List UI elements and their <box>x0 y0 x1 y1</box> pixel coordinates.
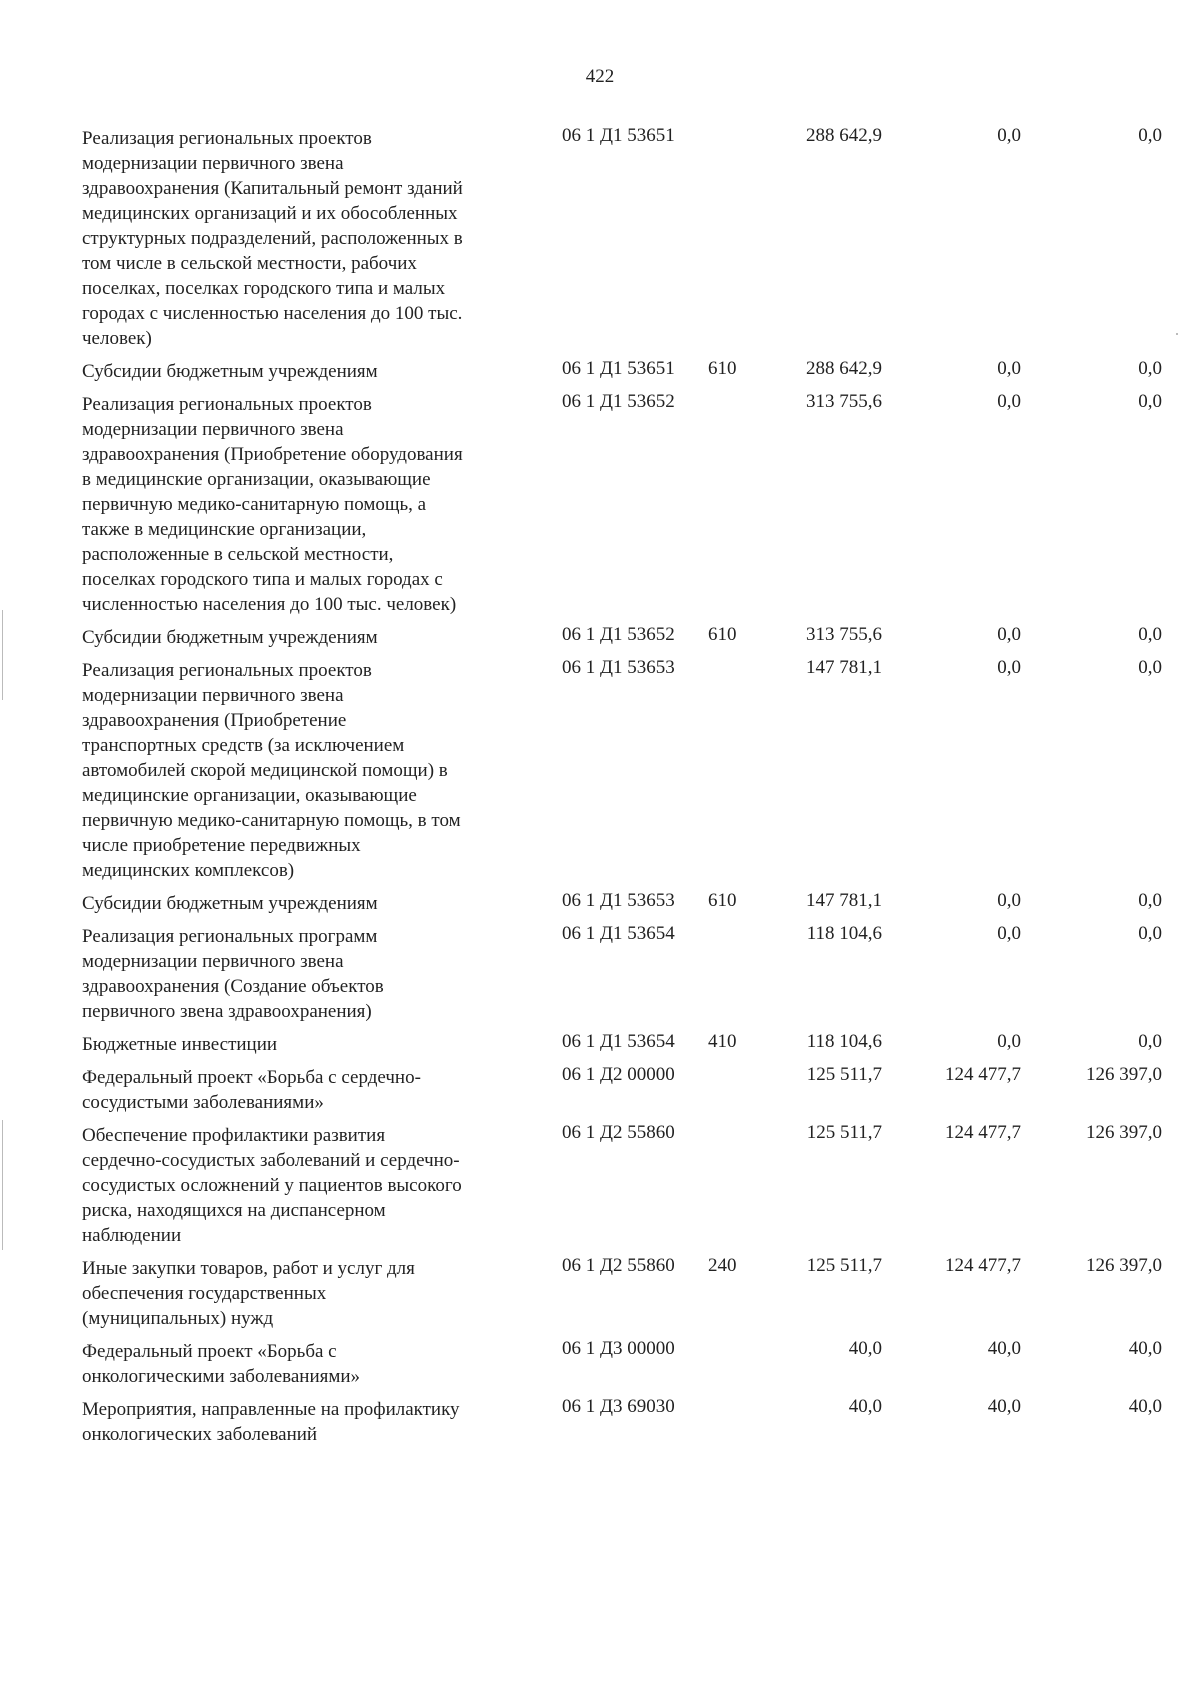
row-code: 06 1 Д2 55860 <box>562 1122 675 1143</box>
row-value-2: 124 477,7 <box>945 1255 1021 1276</box>
row-value-1: 125 511,7 <box>806 1122 882 1143</box>
row-value-3: 0,0 <box>1138 923 1162 944</box>
table-row <box>82 625 1162 650</box>
row-value-1: 288 642,9 <box>806 358 882 379</box>
row-type: 610 <box>708 890 737 911</box>
row-value-2: 0,0 <box>997 657 1021 678</box>
table-row <box>82 1339 1162 1389</box>
row-value-3: 126 397,0 <box>1086 1255 1162 1276</box>
row-name: Федеральный проект «Борьба с онкологическими заболеваниями» <box>82 1341 361 1387</box>
row-value-1: 118 104,6 <box>806 923 882 944</box>
page-number: 422 <box>585 66 615 87</box>
row-value-2: 0,0 <box>997 624 1021 645</box>
table-row <box>82 1032 1162 1057</box>
table-row <box>82 924 1162 1024</box>
row-value-2: 0,0 <box>997 890 1021 911</box>
row-type: 410 <box>708 1031 737 1052</box>
row-value-2: 40,0 <box>987 1338 1021 1359</box>
scan-mark <box>2 610 3 700</box>
row-value-1: 40,0 <box>848 1338 882 1359</box>
row-code: 06 1 Д3 00000 <box>562 1338 675 1359</box>
row-value-3: 0,0 <box>1138 624 1162 645</box>
row-code: 06 1 Д1 53654 <box>562 923 675 944</box>
table-row <box>82 359 1162 384</box>
row-name: Обеспечение профилактики развития сердечно-сосудистых заболеваний и сердечно- сосудистых осложнений у пациентов высокого риска, находящихся на диспансерном наблюдении <box>82 1125 462 1246</box>
table-row <box>82 126 1162 351</box>
row-value-1: 313 755,6 <box>806 624 882 645</box>
table-row <box>82 658 1162 883</box>
row-type: 610 <box>708 624 737 645</box>
row-code: 06 1 Д2 00000 <box>562 1064 675 1085</box>
table-row <box>82 392 1162 617</box>
row-value-2: 0,0 <box>997 1031 1021 1052</box>
table-row <box>82 1397 1162 1447</box>
row-code: 06 1 Д1 53652 <box>562 624 675 645</box>
row-value-3: 0,0 <box>1138 125 1162 146</box>
table-row <box>82 1256 1162 1331</box>
row-code: 06 1 Д2 55860 <box>562 1255 675 1276</box>
row-name: Реализация региональных проектов модернизации первичного звена здравоохранения (Приобретение транспортных средств (за исключением автомобилей скорой медицинской помощи) в медицинские организации, оказывающие первичную медико-санитарную помощь, в том числе приобретение передвижных медицинских комплексов) <box>82 660 461 881</box>
row-type: 610 <box>708 358 737 379</box>
row-value-1: 147 781,1 <box>806 657 882 678</box>
row-value-3: 40,0 <box>1128 1338 1162 1359</box>
scan-mark <box>2 1120 3 1250</box>
row-value-3: 40,0 <box>1128 1396 1162 1417</box>
row-value-2: 40,0 <box>987 1396 1021 1417</box>
row-value-1: 125 511,7 <box>806 1064 882 1085</box>
row-value-3: 0,0 <box>1138 1031 1162 1052</box>
row-value-1: 40,0 <box>848 1396 882 1417</box>
row-code: 06 1 Д3 69030 <box>562 1396 675 1417</box>
row-value-3: 0,0 <box>1138 657 1162 678</box>
row-value-1: 118 104,6 <box>806 1031 882 1052</box>
row-code: 06 1 Д1 53654 <box>562 1031 675 1052</box>
row-value-2: 124 477,7 <box>945 1122 1021 1143</box>
table-row <box>82 1065 1162 1115</box>
row-type: 240 <box>708 1255 737 1276</box>
row-name: Реализация региональных программ модернизации первичного звена здравоохранения (Создание объектов первичного звена здравоохранения) <box>82 926 384 1022</box>
row-value-1: 147 781,1 <box>806 890 882 911</box>
row-value-2: 0,0 <box>997 391 1021 412</box>
row-value-3: 0,0 <box>1138 391 1162 412</box>
row-name: Бюджетные инвестиции <box>82 1034 278 1055</box>
row-name: Субсидии бюджетным учреждениям <box>82 893 378 914</box>
table-row <box>82 1123 1162 1248</box>
row-name: Мероприятия, направленные на профилактику онкологических заболеваний <box>82 1399 460 1445</box>
row-value-1: 288 642,9 <box>806 125 882 146</box>
row-value-3: 0,0 <box>1138 890 1162 911</box>
row-value-2: 0,0 <box>997 358 1021 379</box>
row-code: 06 1 Д1 53653 <box>562 657 675 678</box>
row-value-3: 126 397,0 <box>1086 1064 1162 1085</box>
row-value-1: 125 511,7 <box>806 1255 882 1276</box>
row-value-3: 0,0 <box>1138 358 1162 379</box>
row-value-3: 126 397,0 <box>1086 1122 1162 1143</box>
table-row <box>82 891 1162 916</box>
row-name: Реализация региональных проектов модернизации первичного звена здравоохранения (Капитальный ремонт зданий медицинских организаций и их обособленных структурных подразделений, расположенных в том числе в сельской местности, рабочих поселках, поселках городского типа и малых городах с численностью населения до 100 тыс. человек) <box>82 128 463 349</box>
row-value-1: 313 755,6 <box>806 391 882 412</box>
scan-mark <box>1176 333 1178 335</box>
row-code: 06 1 Д1 53652 <box>562 391 675 412</box>
row-code: 06 1 Д1 53651 <box>562 358 675 379</box>
row-name: Субсидии бюджетным учреждениям <box>82 627 378 648</box>
row-name: Субсидии бюджетным учреждениям <box>82 361 378 382</box>
row-name: Иные закупки товаров, работ и услуг для обеспечения государственных (муниципальных) нужд <box>82 1258 415 1329</box>
row-value-2: 0,0 <box>997 125 1021 146</box>
row-value-2: 124 477,7 <box>945 1064 1021 1085</box>
row-name: Реализация региональных проектов модернизации первичного звена здравоохранения (Приобретение оборудования в медицинские организации, оказывающие первичную медико-санитарную помощь, а также в медицинские организации, расположенные в сельской местности, поселках городского типа и малых городах с численностью населения до 100 тыс. человек) <box>82 394 463 615</box>
budget-table <box>82 126 1162 1455</box>
row-value-2: 0,0 <box>997 923 1021 944</box>
row-code: 06 1 Д1 53651 <box>562 125 675 146</box>
row-code: 06 1 Д1 53653 <box>562 890 675 911</box>
row-name: Федеральный проект «Борьба с сердечно- сосудистыми заболеваниями» <box>82 1067 421 1113</box>
